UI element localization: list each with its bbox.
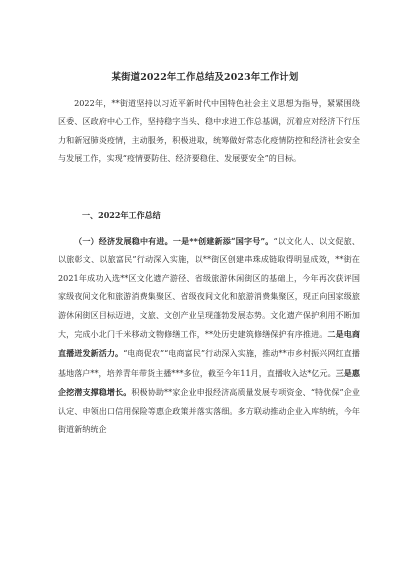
point2-label: 二是电商直播迸发新活力。 [58, 329, 361, 359]
section1-lead-label: （一）经济发展稳中有进。 [74, 236, 173, 246]
intro-paragraph: 2022年，**街道坚持以习近平新时代中国特色社会主义思想为指导，紧紧围绕区委、区政府中心工作，坚持稳字当头、稳中求进工作总基调，沉着应对经济下行压力和新冠肺炎疫情，主动服务，积极进取，统筹做好常态化疫情防控和经济社会安全与发展工作，实现“疫情要防住、经济要稳住、发展要安全”的目标。 [58, 99, 360, 164]
point3-label: 三是惠企挖潜支撑稳增长。 [58, 367, 360, 398]
point1-label: 一是**创建新添“国字号”。 [172, 236, 274, 246]
point1-text: “以文化人、以文促旅、以旅彰文、以旅富民”行动深入实施，以**街区创建串珠成链取得明显成效，**街在2021年成功入选**区文化遗产游径、省级旅游休闲街区的基础上，今年再次获评国家级夜间文化和旅游消费集聚区、省级夜间文化和旅游消费集聚区，现正向国家级旅游休闲街区目标迈进，文旅、文创产业呈现蓬勃发展态势。文化遗产保护利用不断加大，完成小北门千米移动文物修缮工作，**处历史建筑修缮保护有序推进。 [58, 237, 360, 340]
point2-text: “电商促农”“电商富民”行动深入实施，推动**市乡村振兴网红直播基地落户**，培养青年带货主播***多位，截至今年11月，直播收入达*亿元。 [58, 349, 360, 378]
document-title: 某街道2022年工作总结及2023年工作计划 [111, 72, 299, 83]
section1-paragraph [58, 232, 360, 439]
point3-text: 积极协助**家企业申报经济高质量发展专项资金、“特优保”企业认定、申领出口信用保险等惠企政策并落实落细。多方联动推动企业入库纳统，今年街道新纳统企 [58, 388, 360, 435]
section-heading: 一、2022年工作总结 [82, 210, 161, 220]
